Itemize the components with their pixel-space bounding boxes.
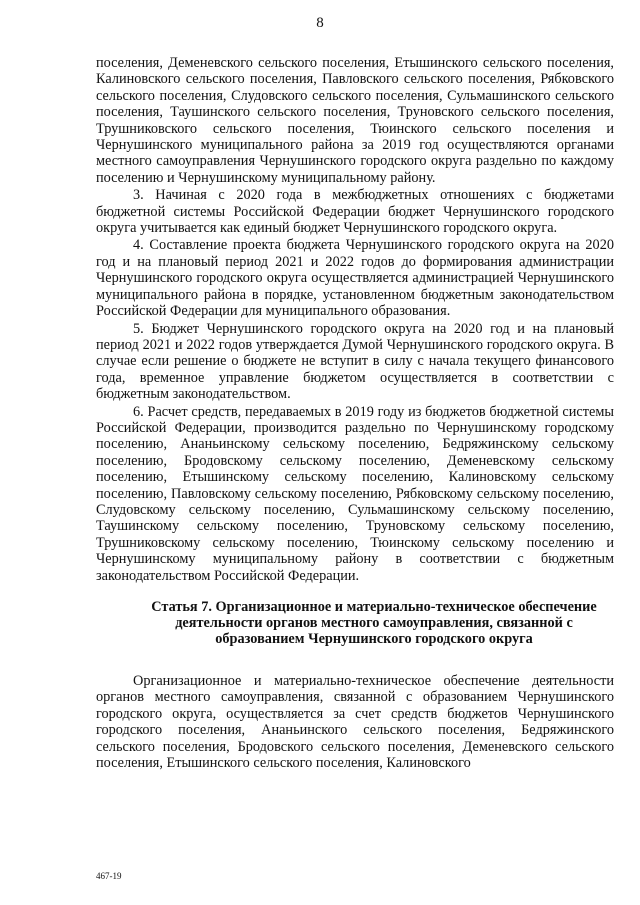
document-body xyxy=(96,55,614,772)
paragraph-item-4: 4. Составление проекта бюджета Чернушинского городского округа на 2020 год и на плановый период 2021 и 2022 годов до формирования администрации Чернушинского городского округа осуществляется администрацией Чернушинского муниципального района в порядке, установленном бюджетным законодательством Российской Федерации для муниципального образования. xyxy=(96,237,614,320)
page-number: 8 xyxy=(316,15,324,31)
paragraph-item-6: 6. Расчет средств, передаваемых в 2019 году из бюджетов бюджетной системы Российской Федерации, производится раздельно по Чернушинскому городскому поселению, Ананьинскому сельскому поселению, Бедряжинскому сельскому поселению, Бродовскому сельскому поселению, Деменевскому сельскому поселению, Етышинскому сельскому поселению, Калиновскому сельскому поселению, Павловскому сельскому поселению, Рябковскому сельскому поселению, Слудовскому сельскому поселению, Сульмашинскому сельскому поселению, Таушинскому сельскому поселению, Труновскому сельскому поселению, Трушниковскому сельскому поселению, Тюинскому сельскому поселению и Чернушинскому муниципальному району в соответствии с бюджетным законодательством Российской Федерации. xyxy=(96,403,614,584)
paragraph-item-5: 5. Бюджет Чернушинского городского округа на 2020 год и на плановый период 2021 и 2022 годов утверждается Думой Чернушинского городского округа. В случае если решение о бюджете не вступит в силу с начала текущего финансового года, временное управление бюджетом осуществляется в соответствии с бюджетным законодательством. xyxy=(96,320,614,403)
article-7-heading: Статья 7. Организационное и материально-техническое обеспечение деятельности органов местного самоуправления, связанной с образованием Чернушинского городского округа xyxy=(151,599,597,647)
article-7-paragraph: Организационное и материально-техническое обеспечение деятельности органов местного самоуправления, связанной с образованием Чернушинского городского округа, осуществляется за счет средств бюджетов Чернушинского городского поселения, Ананьинского сельского поселения, Бедряжинского сельского поселения, Бродовского сельского поселения, Деменевского сельского поселения, Етышинского сельского поселения, Калиновского xyxy=(96,673,614,772)
document-code: 467-19 xyxy=(96,871,122,881)
paragraph-continuation: поселения, Деменевского сельского поселения, Етышинского сельского поселения, Калиновского сельского поселения, Павловского сельского поселения, Рябковского сельского поселения, Слудовского сельского поселения, Сульмашинского сельского поселения, Таушинского сельского поселения, Труновского сельского поселения, Трушниковского сельского поселения, Тюинского сельского поселения и Чернушинского муниципального района за 2019 год осуществляются органами местного самоуправления Чернушинского городского округа раздельно по каждому поселению и Чернушинскому муниципальному району. xyxy=(96,55,614,186)
paragraph-item-3: 3. Начиная с 2020 года в межбюджетных отношениях с бюджетами бюджетной системы Российской Федерации бюджет Чернушинского городского округа учитывается как единый бюджет Чернушинского городского округа. xyxy=(96,187,614,237)
